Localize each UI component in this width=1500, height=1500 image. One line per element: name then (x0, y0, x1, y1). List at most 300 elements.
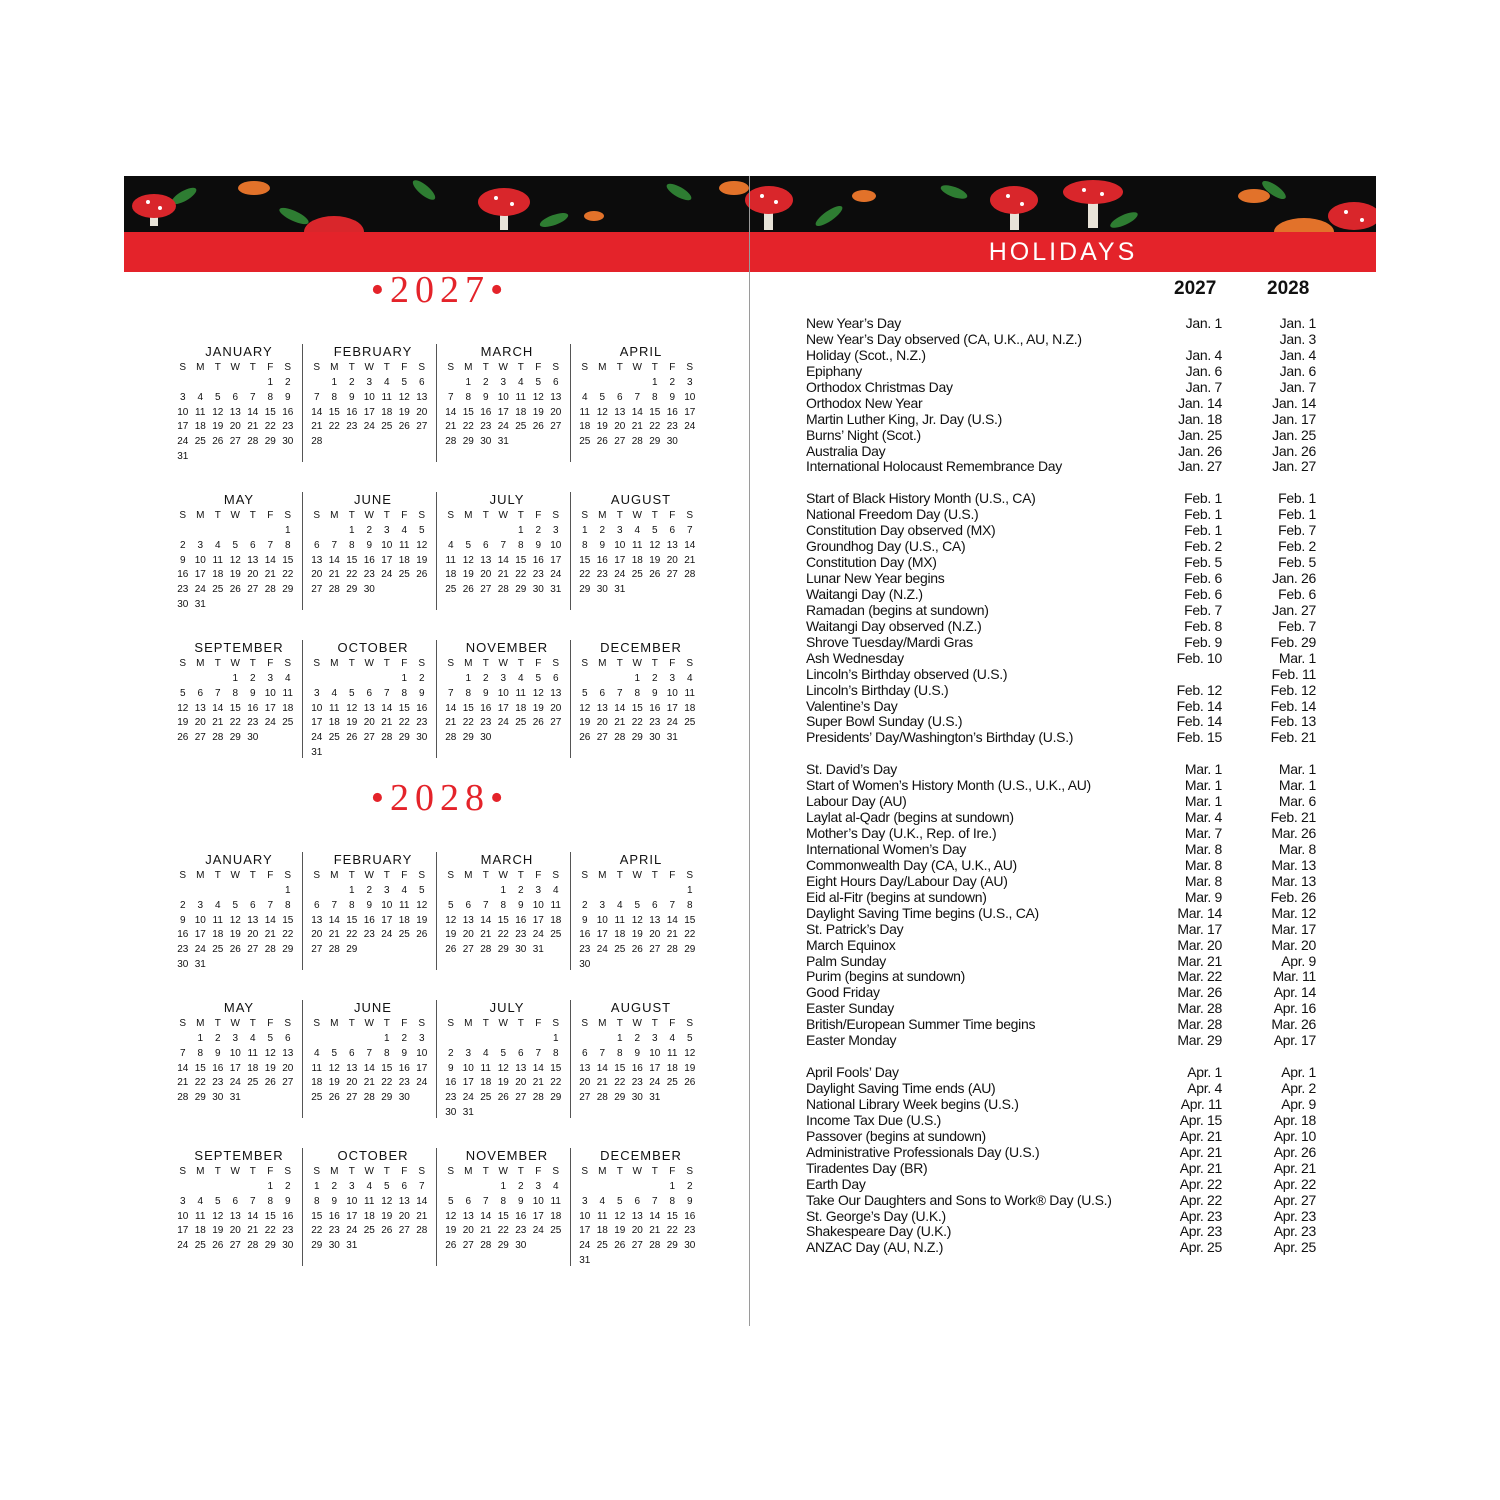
weekday-letter: M (598, 658, 607, 669)
day-cell: 4 (284, 673, 291, 684)
day-cell: 9 (599, 539, 606, 551)
day-cell: 14 (480, 914, 492, 926)
holiday-row (806, 842, 1326, 858)
day-cell: 6 (313, 539, 320, 551)
day-cell: 23 (649, 717, 661, 729)
day-cell: 13 (229, 406, 241, 418)
day-cell: 6 (249, 539, 256, 551)
day-cell: 29 (462, 436, 474, 448)
day-cell: 14 (247, 406, 259, 418)
day-cell: 19 (532, 702, 544, 714)
day-cell (378, 583, 396, 598)
day-cell: 29 (264, 1240, 276, 1252)
weekday-letter: S (686, 658, 694, 669)
weekday-letter: F (267, 658, 274, 669)
day-cell (512, 1032, 530, 1047)
day-cell: 8 (517, 539, 524, 551)
weekday-letter: T (482, 1018, 489, 1029)
day-cell: 21 (247, 1225, 259, 1237)
day-cell: 30 (532, 584, 544, 596)
day-cell: 21 (631, 421, 643, 433)
weekday-letter: S (313, 1166, 321, 1177)
month-separator-line (436, 1148, 437, 1266)
day-cell: 25 (515, 717, 527, 729)
weekday-letter: T (616, 1166, 623, 1177)
day-cell: 26 (445, 1240, 457, 1252)
weekday-header (174, 869, 304, 884)
weekday-header (442, 1165, 572, 1180)
day-cell: 28 (532, 1092, 544, 1104)
week-row (576, 928, 706, 943)
weekday-letter: T (517, 1166, 524, 1177)
weekday-letter: S (418, 1018, 426, 1029)
day-cell: 8 (348, 899, 355, 911)
day-cell: 28 (311, 436, 323, 448)
holiday-date-2028: Mar. 13 (1271, 856, 1316, 873)
day-cell: 7 (267, 899, 274, 911)
day-cell: 21 (480, 929, 492, 941)
week-row (442, 1224, 572, 1239)
month-block (174, 1000, 304, 1106)
day-cell: 3 (197, 899, 204, 911)
day-cell: 22 (462, 421, 474, 433)
month-separator-line (302, 1148, 303, 1266)
day-cell: 1 (348, 525, 355, 536)
day-cell: 27 (480, 584, 492, 596)
day-cell: 2 (179, 899, 186, 911)
day-cell: 16 (666, 406, 678, 418)
day-cell: 8 (383, 1047, 390, 1059)
day-cell (396, 746, 414, 761)
holiday-date-2028: Mar. 13 (1271, 872, 1316, 889)
day-cell: 12 (264, 1047, 276, 1059)
day-cell (378, 672, 396, 687)
week-row (576, 524, 706, 539)
holiday-row (806, 507, 1326, 523)
weekday-header (576, 657, 706, 672)
day-cell: 21 (264, 929, 276, 941)
week-row (576, 420, 706, 435)
week-row (174, 1091, 304, 1106)
day-cell: 9 (284, 391, 291, 403)
holiday-name: Groundhog Day (U.S., CA) (806, 538, 966, 555)
day-cell: 16 (445, 1077, 457, 1089)
week-row (442, 943, 572, 958)
day-cell: 20 (311, 929, 323, 941)
holiday-date-2028: Apr. 23 (1273, 1223, 1316, 1240)
day-cell: 28 (596, 1092, 608, 1104)
holidays-year-header-2028: 2028 (1267, 278, 1310, 299)
holiday-row (806, 348, 1326, 364)
day-cell: 9 (447, 1062, 454, 1074)
holiday-name: Constitution Day observed (MX) (806, 522, 996, 539)
day-cell: 22 (282, 569, 294, 581)
month-name: JUNE (354, 1000, 392, 1015)
day-cell (308, 884, 326, 899)
holiday-name: Martin Luther King, Jr. Day (U.S.) (806, 410, 1002, 427)
day-cell (262, 598, 280, 613)
day-cell: 26 (346, 732, 358, 744)
day-cell (227, 884, 245, 899)
day-cell: 11 (632, 539, 643, 551)
day-cell: 16 (282, 406, 294, 418)
day-cell: 15 (346, 914, 358, 926)
day-cell: 12 (177, 702, 189, 714)
day-cell: 9 (366, 539, 373, 551)
day-cell: 13 (416, 391, 428, 403)
day-cell: 12 (381, 1195, 393, 1207)
day-cell: 30 (684, 1240, 696, 1252)
day-cell: 7 (447, 687, 454, 699)
day-cell: 5 (535, 377, 542, 388)
day-cell: 20 (596, 717, 608, 729)
day-cell: 31 (229, 1092, 241, 1104)
weekday-header (174, 1017, 304, 1032)
holiday-name: New Year’s Day (806, 315, 901, 331)
week-row (174, 687, 304, 702)
day-cell: 24 (462, 1092, 474, 1104)
day-cell: 29 (282, 944, 294, 956)
weekday-header (308, 657, 438, 672)
holiday-date-2028: Mar. 26 (1271, 825, 1316, 841)
holiday-date-2028: Feb. 21 (1270, 729, 1316, 746)
day-cell: 28 (264, 944, 276, 956)
day-cell (209, 598, 227, 613)
day-cell: 18 (398, 554, 410, 566)
week-row (576, 1195, 706, 1210)
day-cell: 5 (465, 539, 472, 551)
holiday-name: Mother’s Day (U.K., Rep. of Ire.) (806, 825, 997, 841)
day-cell: 28 (649, 1240, 661, 1252)
day-cell: 29 (631, 732, 643, 744)
day-cell (576, 1032, 594, 1047)
day-cell: 23 (177, 584, 189, 596)
weekday-letter: M (330, 510, 339, 521)
day-cell (174, 1180, 192, 1195)
day-cell: 24 (346, 1225, 358, 1237)
day-cell: 3 (500, 377, 507, 388)
week-row (442, 899, 572, 914)
day-cell: 1 (331, 377, 338, 388)
day-cell: 7 (535, 1047, 542, 1059)
day-cell (308, 672, 326, 687)
day-cell: 13 (480, 554, 492, 566)
week-row (174, 1076, 304, 1091)
day-cell: 23 (596, 569, 608, 581)
weekday-letter: T (214, 1018, 221, 1029)
weekday-letter: S (447, 510, 455, 521)
day-cell: 23 (480, 421, 492, 433)
month-name: MARCH (480, 852, 534, 867)
day-cell: 19 (398, 406, 410, 418)
day-cell: 1 (686, 885, 693, 896)
holiday-date-2027: Feb. 6 (1184, 585, 1222, 602)
day-cell: 26 (177, 732, 189, 744)
holiday-date-2027: Mar. 8 (1184, 856, 1222, 873)
day-cell: 9 (581, 914, 588, 926)
day-cell (611, 1254, 629, 1269)
day-cell: 21 (684, 554, 696, 566)
weekday-letter: W (364, 658, 374, 669)
day-cell (192, 1180, 210, 1195)
weekday-letter: F (669, 1166, 676, 1177)
day-cell: 30 (666, 436, 678, 448)
month-block (576, 344, 706, 450)
week-row (576, 899, 706, 914)
day-cell (664, 1254, 682, 1269)
day-cell: 9 (482, 391, 489, 403)
weekday-letter: T (651, 1018, 658, 1029)
holiday-date-2027: Jan. 6 (1185, 362, 1222, 379)
day-cell: 6 (482, 539, 489, 551)
weekday-header (576, 869, 706, 884)
weekday-letter: S (581, 1166, 589, 1177)
holiday-date-2027: Feb. 1 (1184, 506, 1222, 523)
day-cell: 25 (398, 569, 410, 581)
day-cell: 3 (465, 1047, 472, 1059)
day-cell: 22 (649, 421, 661, 433)
day-cell: 6 (232, 1195, 239, 1207)
day-cell: 17 (363, 406, 375, 418)
day-cell: 18 (684, 702, 696, 714)
holiday-date-2028: Jan. 26 (1272, 442, 1316, 459)
holiday-date-2027: Mar. 22 (1177, 968, 1222, 985)
day-cell: 19 (614, 1225, 626, 1237)
day-cell: 12 (684, 1047, 696, 1059)
holiday-name: Administrative Professionals Day (U.S.) (806, 1143, 1040, 1160)
weekday-letter: F (401, 658, 408, 669)
day-cell: 9 (401, 1047, 408, 1059)
day-cell (326, 884, 344, 899)
week-row (576, 391, 706, 406)
week-row (174, 406, 304, 421)
day-cell: 10 (416, 1047, 428, 1059)
day-cell: 29 (381, 1092, 393, 1104)
day-cell: 23 (282, 1225, 294, 1237)
day-cell: 22 (684, 929, 696, 941)
holiday-row (806, 874, 1326, 890)
day-cell: 20 (311, 569, 323, 581)
weekday-letter: M (330, 870, 339, 881)
weekday-letter: F (401, 870, 408, 881)
day-cell: 10 (666, 687, 678, 699)
day-cell (227, 524, 245, 539)
day-cell: 19 (346, 717, 358, 729)
day-cell: 19 (649, 554, 661, 566)
week-row (576, 1076, 706, 1091)
day-cell: 21 (416, 1210, 428, 1222)
day-cell: 4 (616, 899, 623, 911)
day-cell: 14 (480, 1210, 492, 1222)
day-cell: 25 (684, 717, 696, 729)
day-cell: 19 (212, 421, 224, 433)
weekday-letter: T (482, 1166, 489, 1177)
weekday-letter: F (669, 870, 676, 881)
day-cell (326, 435, 344, 450)
month-name: FEBRUARY (333, 852, 413, 867)
holiday-name: Ramadan (begins at sundown) (806, 601, 989, 618)
day-cell: 30 (515, 1240, 527, 1252)
day-cell: 18 (579, 421, 591, 433)
week-row (442, 1106, 572, 1121)
day-cell: 24 (532, 929, 544, 941)
holiday-date-2027: Feb. 10 (1176, 649, 1222, 666)
weekday-letter: F (669, 510, 676, 521)
day-cell: 13 (631, 1210, 643, 1222)
day-cell: 7 (249, 1195, 256, 1207)
day-cell: 10 (614, 539, 626, 551)
week-row (442, 406, 572, 421)
day-cell (227, 1180, 245, 1195)
day-cell: 27 (311, 944, 323, 956)
day-cell: 31 (550, 584, 562, 596)
weekday-letter: T (249, 870, 256, 881)
day-cell: 4 (669, 1033, 676, 1044)
day-cell: 14 (264, 554, 276, 566)
holiday-date-2028: Jan. 17 (1272, 410, 1316, 427)
week-row (174, 716, 304, 731)
day-cell (308, 376, 326, 391)
day-cell: 31 (497, 436, 509, 448)
month-separator-line (436, 1000, 437, 1118)
day-cell: 5 (634, 899, 641, 911)
holiday-row (806, 428, 1326, 444)
weekday-letter: W (230, 870, 240, 881)
day-cell: 29 (684, 944, 696, 956)
holiday-date-2027: Feb. 5 (1184, 554, 1222, 571)
weekday-letter: W (230, 510, 240, 521)
weekday-letter: S (552, 1018, 560, 1029)
day-cell: 1 (669, 1181, 676, 1192)
day-cell: 29 (462, 732, 474, 744)
week-row (174, 568, 304, 583)
day-cell: 27 (596, 732, 608, 744)
day-cell: 15 (497, 914, 509, 926)
holiday-row (806, 316, 1326, 332)
day-cell: 31 (462, 1106, 474, 1118)
holiday-date-2028: Feb. 7 (1278, 617, 1316, 634)
day-cell: 1 (348, 885, 355, 896)
weekday-letter: T (482, 362, 489, 373)
day-cell: 16 (416, 702, 428, 714)
day-cell: 6 (313, 899, 320, 911)
day-cell: 11 (515, 391, 526, 403)
day-cell: 18 (194, 421, 206, 433)
day-cell: 21 (381, 717, 393, 729)
month-separator-line (436, 492, 437, 610)
week-row (442, 1091, 572, 1106)
weekday-letter: S (552, 1166, 560, 1177)
day-cell: 21 (480, 1225, 492, 1237)
day-cell: 22 (398, 717, 410, 729)
week-row (442, 539, 572, 554)
day-cell: 4 (401, 885, 408, 896)
day-cell: 3 (179, 391, 186, 403)
day-cell: 28 (480, 1240, 492, 1252)
weekday-header (442, 657, 572, 672)
day-cell: 8 (634, 687, 641, 699)
day-cell (594, 884, 612, 899)
day-cell: 23 (212, 1077, 224, 1089)
day-cell (611, 884, 629, 899)
day-cell: 29 (515, 584, 527, 596)
day-cell (227, 598, 245, 613)
holiday-date-2028: Jan. 3 (1279, 330, 1316, 347)
month-name: JUNE (354, 492, 392, 507)
day-cell: 30 (177, 958, 189, 970)
weekday-header (308, 869, 438, 884)
weekday-letter: F (267, 1018, 274, 1029)
day-cell: 6 (366, 687, 373, 699)
day-cell: 6 (348, 1047, 355, 1059)
holiday-date-2027: Feb. 15 (1176, 729, 1222, 746)
weekday-letter: M (598, 1166, 607, 1177)
day-cell: 2 (401, 1033, 408, 1044)
weekday-letter: W (498, 362, 508, 373)
week-row (174, 391, 304, 406)
day-cell: 30 (631, 1092, 643, 1104)
day-cell: 11 (282, 687, 293, 699)
day-cell: 22 (631, 717, 643, 729)
holiday-date-2028: Mar. 6 (1278, 793, 1316, 810)
day-cell: 5 (348, 687, 355, 699)
week-row (174, 583, 304, 598)
day-cell: 24 (194, 584, 206, 596)
day-cell: 29 (229, 732, 241, 744)
weekday-letter: T (348, 870, 355, 881)
week-row (308, 1062, 438, 1077)
day-cell: 17 (550, 554, 562, 566)
weekday-letter: W (230, 1018, 240, 1029)
holiday-name: Labour Day (AU) (806, 793, 907, 810)
day-cell: 20 (515, 1077, 527, 1089)
day-cell: 13 (247, 914, 259, 926)
day-cell (378, 746, 396, 761)
weekday-letter: T (249, 658, 256, 669)
day-cell: 30 (480, 732, 492, 744)
day-cell: 27 (346, 1092, 358, 1104)
weekday-letter: S (313, 362, 321, 373)
weekday-letter: T (616, 658, 623, 669)
day-cell: 21 (445, 421, 457, 433)
month-separator-line (570, 1000, 571, 1118)
holiday-date-2028: Feb. 2 (1278, 538, 1316, 555)
holiday-row (806, 364, 1326, 380)
holidays-year-header-2027: 2027 (1174, 278, 1217, 299)
day-cell: 25 (311, 1092, 323, 1104)
day-cell (629, 583, 647, 598)
day-cell: 5 (500, 1047, 507, 1059)
day-cell: 2 (669, 377, 676, 388)
month-name: OCTOBER (337, 640, 409, 655)
day-cell: 14 (328, 554, 340, 566)
day-cell (664, 884, 682, 899)
day-cell: 24 (684, 421, 696, 433)
day-cell: 31 (579, 1254, 591, 1266)
day-cell: 8 (267, 1195, 274, 1207)
holiday-row (806, 332, 1326, 348)
day-cell (442, 376, 460, 391)
day-cell: 2 (284, 377, 291, 388)
holiday-row (806, 810, 1326, 826)
day-cell: 21 (264, 569, 276, 581)
day-cell: 3 (535, 1181, 542, 1192)
holiday-name: International Holocaust Remembrance Day (806, 458, 1062, 475)
day-cell: 11 (579, 406, 590, 418)
week-row (308, 1047, 438, 1062)
day-cell: 1 (197, 1033, 204, 1044)
day-cell: 7 (418, 1181, 425, 1192)
